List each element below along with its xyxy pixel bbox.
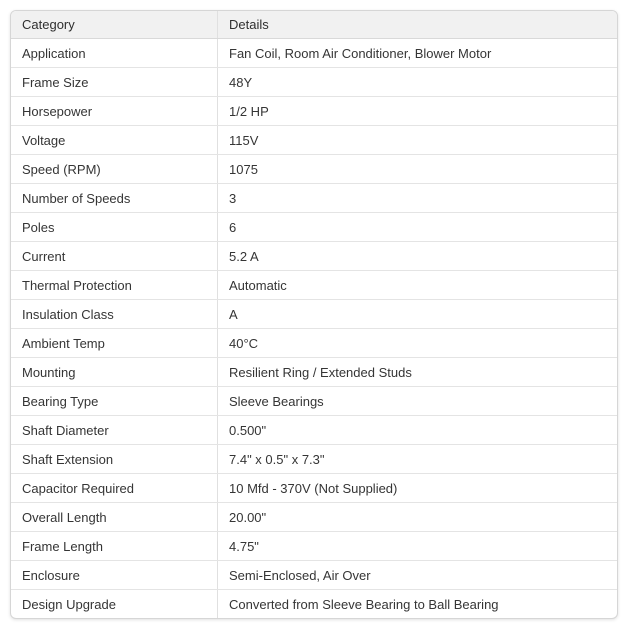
table-row <box>11 39 617 68</box>
category-cell: Capacitor Required <box>11 474 218 503</box>
category-cell: Shaft Extension <box>11 445 218 474</box>
category-cell: Current <box>11 242 218 271</box>
details-cell: 7.4" x 0.5" x 7.3" <box>218 445 618 474</box>
table-row <box>11 97 617 126</box>
table-row <box>11 561 617 590</box>
table-row <box>11 300 617 329</box>
details-cell: 10 Mfd - 370V (Not Supplied) <box>218 474 618 503</box>
table-row <box>11 532 617 561</box>
category-cell: Application <box>11 39 218 68</box>
details-cell: 1075 <box>218 155 618 184</box>
table-row <box>11 590 617 619</box>
category-column-header: Category <box>11 11 218 39</box>
details-cell: 20.00" <box>218 503 618 532</box>
category-cell: Enclosure <box>11 561 218 590</box>
category-cell: Voltage <box>11 126 218 155</box>
details-cell: Automatic <box>218 271 618 300</box>
table-row <box>11 387 617 416</box>
category-cell: Poles <box>11 213 218 242</box>
table-row <box>11 242 617 271</box>
category-cell: Bearing Type <box>11 387 218 416</box>
details-cell: Fan Coil, Room Air Conditioner, Blower Motor <box>218 39 618 68</box>
category-cell: Number of Speeds <box>11 184 218 213</box>
details-cell: Resilient Ring / Extended Studs <box>218 358 618 387</box>
category-cell: Overall Length <box>11 503 218 532</box>
table-row <box>11 271 617 300</box>
category-cell: Insulation Class <box>11 300 218 329</box>
details-cell: 48Y <box>218 68 618 97</box>
details-cell: 6 <box>218 213 618 242</box>
table-row <box>11 445 617 474</box>
category-cell: Thermal Protection <box>11 271 218 300</box>
spec-table-body <box>11 39 617 619</box>
details-cell: 115V <box>218 126 618 155</box>
table-row <box>11 503 617 532</box>
category-cell: Speed (RPM) <box>11 155 218 184</box>
details-cell: Sleeve Bearings <box>218 387 618 416</box>
details-cell: 3 <box>218 184 618 213</box>
category-cell: Design Upgrade <box>11 590 218 619</box>
details-cell: Semi-Enclosed, Air Over <box>218 561 618 590</box>
category-cell: Horsepower <box>11 97 218 126</box>
spec-table <box>11 11 617 618</box>
table-row <box>11 416 617 445</box>
details-column-header: Details <box>218 11 618 39</box>
details-cell: 0.500" <box>218 416 618 445</box>
table-row <box>11 126 617 155</box>
category-cell: Frame Length <box>11 532 218 561</box>
details-cell: A <box>218 300 618 329</box>
details-cell: 5.2 A <box>218 242 618 271</box>
category-cell: Mounting <box>11 358 218 387</box>
details-cell: Converted from Sleeve Bearing to Ball Bearing <box>229 596 499 612</box>
category-cell: Shaft Diameter <box>11 416 218 445</box>
details-cell: 4.75" <box>218 532 618 561</box>
table-row <box>11 213 617 242</box>
details-cell: 1/2 HP <box>218 97 618 126</box>
table-row <box>11 474 617 503</box>
category-cell: Frame Size <box>11 68 218 97</box>
table-row <box>11 68 617 97</box>
table-row <box>11 184 617 213</box>
header-row <box>11 11 617 39</box>
table-row <box>11 358 617 387</box>
table-row <box>11 155 617 184</box>
table-row <box>11 329 617 358</box>
details-cell: 40°C <box>218 329 618 358</box>
spec-table-card <box>10 10 618 619</box>
category-cell: Ambient Temp <box>11 329 218 358</box>
